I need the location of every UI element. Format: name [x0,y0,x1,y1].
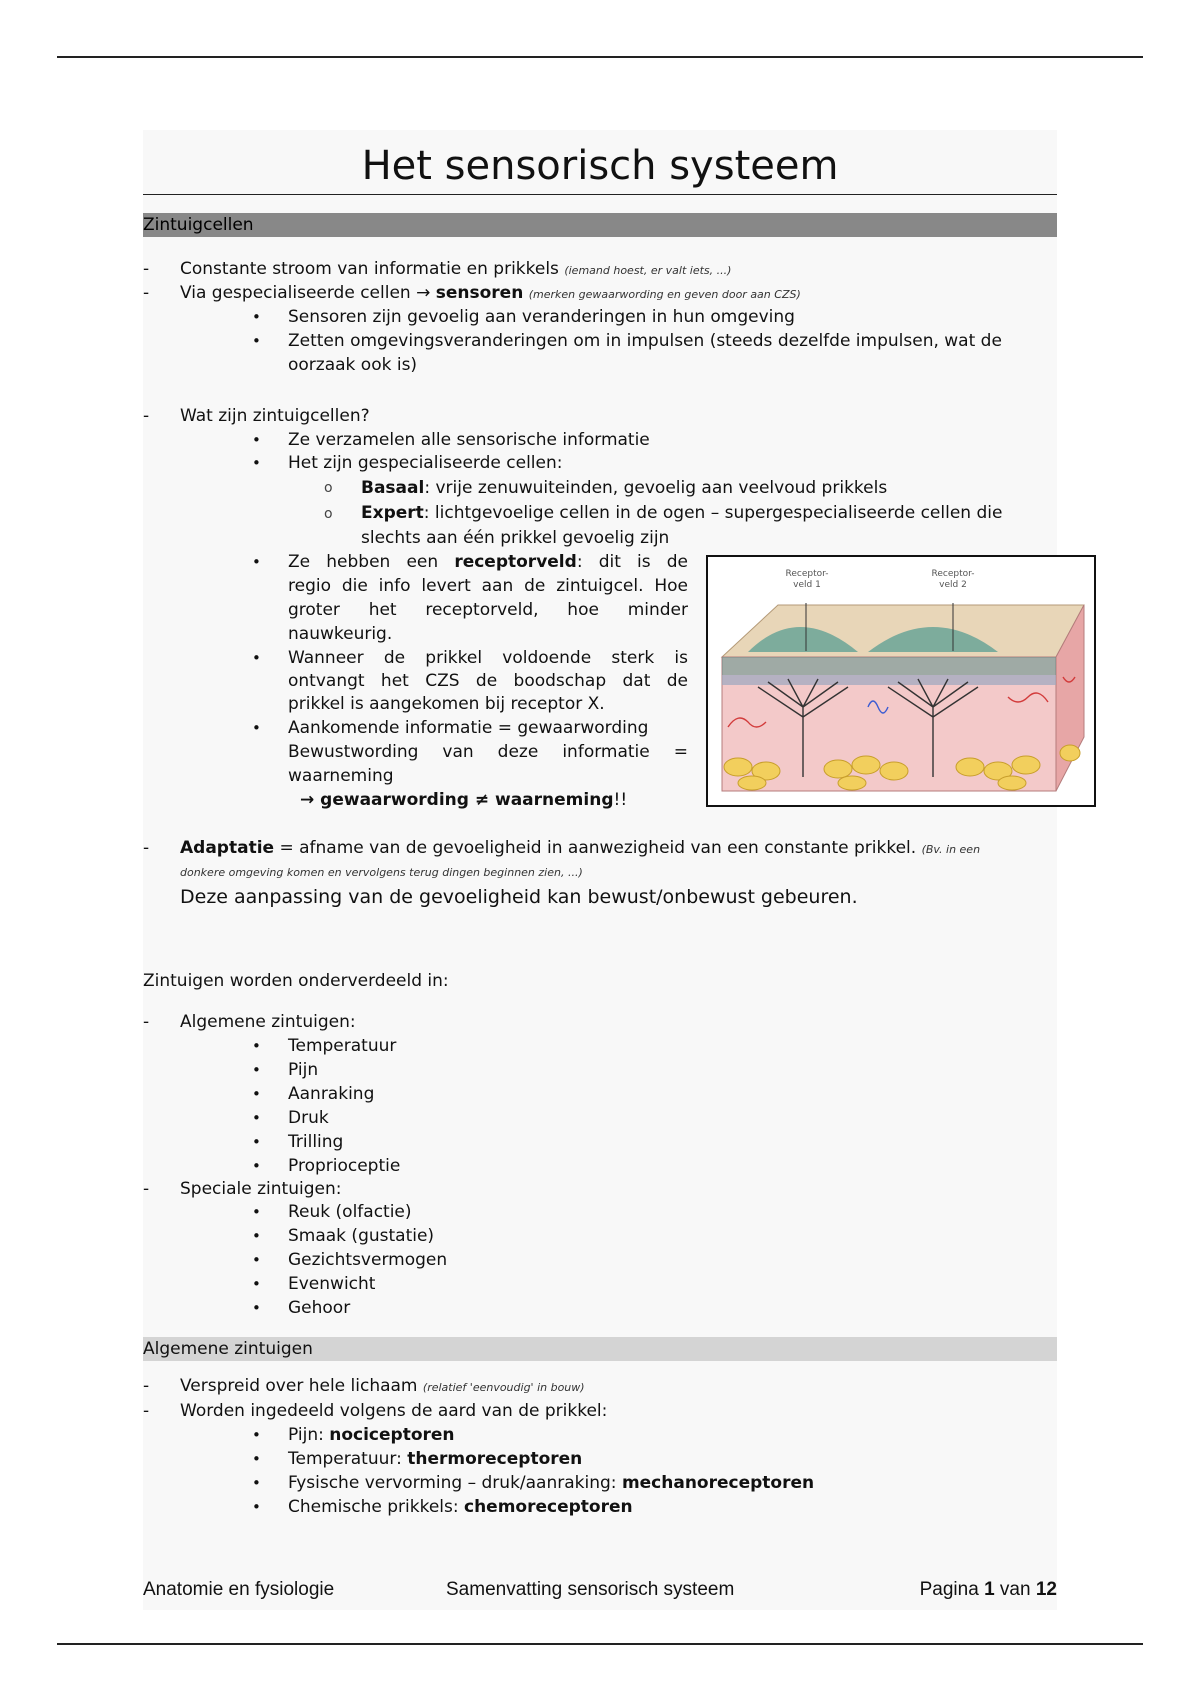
list-item: Chemische prikkels: chemoreceptoren [288,1497,633,1517]
text-note: donkere omgeving komen en vervolgens terug dingen beginnen zien, ...) [180,866,583,879]
dash-marker: - [143,838,150,858]
bullet-marker: • [252,332,261,350]
top-rule [57,56,1143,58]
bullet-text: nauwkeurig. [288,624,393,644]
bullet-marker: • [252,1085,261,1103]
list-item: Temperatuur: thermoreceptoren [288,1449,583,1469]
bullet-marker: • [252,1251,261,1269]
bullet-marker: • [252,1061,261,1079]
sub-bullet-text: Basaal: vrije zenuwuiteinden, gevoelig aan veelvoud prikkels [361,478,888,498]
list-item: Druk [288,1108,329,1128]
bullet-marker: • [252,1426,261,1444]
bullet-text: ontvangt het CZS de boodschap dat de [288,671,688,691]
footer-course: Anatomie en fysiologie [143,1579,335,1600]
bullet-text: waarneming [288,766,394,786]
bullet-marker: • [252,553,261,571]
bullet-text: Aankomende informatie = gewaarwording [288,718,649,738]
dash-marker: - [143,1012,150,1032]
text-line: Wat zijn zintuigcellen? [180,406,370,426]
bullet-marker: • [252,454,261,472]
text-line: Adaptatie = afname van de gevoeligheid in aanwezigheid van een constante prikkel. (Bv. in een [180,838,981,858]
list-item: Trilling [288,1132,344,1152]
bullet-text: groter het receptorveld, hoe minder [288,600,688,620]
list-item: Aanraking [288,1084,375,1104]
bullet-marker: • [252,649,261,667]
dash-marker: - [143,283,150,303]
bullet-text: regio die info levert aan de zintuigcel. Hoe [288,576,688,596]
sub-bullet-text: Expert: lichtgevoelige cellen in de ogen – supergespecialiseerde cellen die [361,503,1003,523]
sub-bullet-text: slechts aan één prikkel gevoelig zijn [361,528,670,548]
list-item: Pijn [288,1060,319,1080]
text-line: Via gespecialiseerde cellen → sensoren (merken gewaarwording en geven door aan CZS) [180,283,801,303]
bullet-marker: • [252,1109,261,1127]
bullet-text: oorzaak ook is) [288,355,418,375]
dash-marker: - [143,1179,150,1199]
bullet-text: Het zijn gespecialiseerde cellen: [288,453,563,473]
text-line: Constante stroom van informatie en prikkels (iemand hoest, er valt iets, ...) [180,259,732,279]
bullet-marker: • [252,1157,261,1175]
bullet-marker: • [252,1299,261,1317]
section-header-algemene-zintuigen: Algemene zintuigen [143,1337,1057,1361]
bullet-marker: • [252,1203,261,1221]
dash-marker: - [143,406,150,426]
bullet-marker: • [252,1450,261,1468]
list-item: Reuk (olfactie) [288,1202,412,1222]
list-item: Temperatuur [288,1036,397,1056]
dash-marker: - [143,1376,150,1396]
receptor-field-label-2: Receptor- veld 2 [931,569,975,590]
list-item: Proprioceptie [288,1156,401,1176]
bullet-marker: • [252,1474,261,1492]
bullet-text: Wanneer de prikkel voldoende sterk is [288,648,688,668]
list-item: Evenwicht [288,1274,376,1294]
section-header-zintuigcellen: Zintuigcellen [143,213,1057,237]
bullet-marker: • [252,1037,261,1055]
bullet-text: Sensoren zijn gevoelig aan veranderingen in hun omgeving [288,307,795,327]
list-item: Pijn: nociceptoren [288,1425,455,1445]
bullet-text: Ze hebben een receptorveld: dit is de [288,552,689,572]
list-item: Gehoor [288,1298,351,1318]
receptor-field-illustration [706,555,1096,807]
dash-marker: - [143,1401,150,1421]
bullet-text: prikkel is aangekomen bij receptor X. [288,694,605,714]
bullet-text: Ze verzamelen alle sensorische informatie [288,430,650,450]
text-line: Speciale zintuigen: [180,1179,342,1199]
bullet-marker: • [252,1227,261,1245]
footer-page-number: Pagina 1 van 12 [919,1579,1057,1600]
skin-cross-section-drawing [708,557,1094,805]
circle-marker: o [324,480,333,496]
classification-intro: Zintuigen worden onderverdeeld in: [143,971,449,991]
bullet-marker: • [252,1275,261,1293]
bullet-marker: • [252,308,261,326]
list-item: Gezichtsvermogen [288,1250,448,1270]
text-line: Verspreid over hele lichaam (relatief 'eenvoudig' in bouw) [180,1376,585,1396]
bullet-marker: • [252,719,261,737]
dash-marker: - [143,259,150,279]
list-item: Smaak (gustatie) [288,1226,435,1246]
bullet-text: Bewustwording van deze informatie = [288,742,688,762]
bottom-rule [57,1643,1143,1645]
receptor-field-label-1: Receptor- veld 1 [785,569,829,590]
footer-document-title: Samenvatting sensorisch systeem [446,1579,735,1600]
circle-marker: o [324,506,333,522]
page-title: Het sensorisch systeem [143,138,1057,195]
text-line: Worden ingedeeld volgens de aard van de prikkel: [180,1401,608,1421]
text-line: Algemene zintuigen: [180,1012,356,1032]
bullet-marker: • [252,1498,261,1516]
bullet-text: Zetten omgevingsveranderingen om in impulsen (steeds dezelfde impulsen, wat de [288,331,1002,351]
list-item: Fysische vervorming – druk/aanraking: mechanoreceptoren [288,1473,815,1493]
bullet-marker: • [252,431,261,449]
text-line: Deze aanpassing van de gevoeligheid kan bewust/onbewust gebeuren. [180,886,858,908]
bullet-marker: • [252,1133,261,1151]
arrow-conclusion: → gewaarwording ≠ waarneming!! [300,790,628,810]
